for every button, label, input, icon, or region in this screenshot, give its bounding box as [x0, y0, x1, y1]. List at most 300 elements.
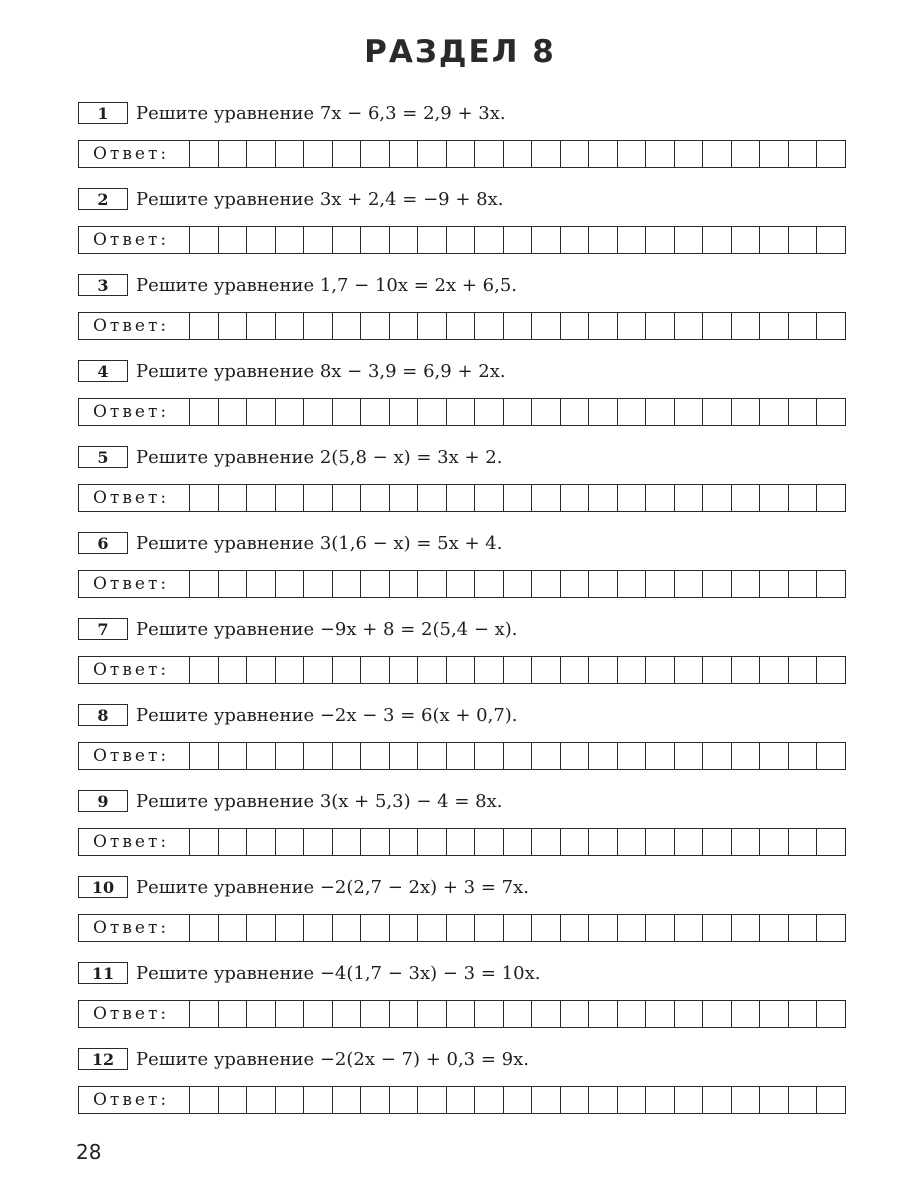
answer-cell[interactable]	[503, 1087, 532, 1113]
answer-cell[interactable]	[702, 915, 731, 941]
answer-cell[interactable]	[816, 141, 845, 167]
answer-cell[interactable]	[588, 313, 617, 339]
answer-cell[interactable]	[246, 829, 275, 855]
answer-cell[interactable]	[275, 657, 304, 683]
answer-cell[interactable]	[417, 1087, 446, 1113]
answer-cell[interactable]	[788, 313, 817, 339]
answer-cell[interactable]	[218, 571, 247, 597]
answer-cell[interactable]	[332, 743, 361, 769]
answer-cell[interactable]	[674, 829, 703, 855]
answer-cells[interactable]	[189, 829, 845, 855]
answer-cell[interactable]	[645, 399, 674, 425]
answer-cell[interactable]	[474, 571, 503, 597]
answer-cell[interactable]	[417, 915, 446, 941]
answer-cell[interactable]	[446, 227, 475, 253]
answer-field[interactable]	[78, 140, 846, 168]
answer-cell[interactable]	[588, 1001, 617, 1027]
answer-cell[interactable]	[731, 227, 760, 253]
answer-cell[interactable]	[645, 141, 674, 167]
answer-cell[interactable]	[674, 743, 703, 769]
answer-cell[interactable]	[303, 313, 332, 339]
answer-cell[interactable]	[560, 915, 589, 941]
answer-cell[interactable]	[275, 1087, 304, 1113]
answer-cell[interactable]	[560, 829, 589, 855]
answer-cell[interactable]	[531, 141, 560, 167]
answer-cell[interactable]	[674, 1087, 703, 1113]
answer-cell[interactable]	[674, 399, 703, 425]
answer-cells[interactable]	[189, 1001, 845, 1027]
answer-cell[interactable]	[816, 657, 845, 683]
answer-cell[interactable]	[759, 1001, 788, 1027]
answer-cell[interactable]	[503, 829, 532, 855]
answer-cell[interactable]	[389, 227, 418, 253]
answer-cell[interactable]	[816, 571, 845, 597]
answer-cell[interactable]	[645, 743, 674, 769]
answer-cells[interactable]	[189, 313, 845, 339]
answer-cell[interactable]	[446, 1087, 475, 1113]
answer-cell[interactable]	[816, 829, 845, 855]
answer-cell[interactable]	[788, 829, 817, 855]
answer-cell[interactable]	[389, 915, 418, 941]
answer-cell[interactable]	[731, 743, 760, 769]
answer-cell[interactable]	[617, 915, 646, 941]
answer-cell[interactable]	[189, 485, 218, 511]
answer-cell[interactable]	[246, 485, 275, 511]
answer-cell[interactable]	[759, 829, 788, 855]
answer-cell[interactable]	[588, 915, 617, 941]
answer-cell[interactable]	[674, 571, 703, 597]
answer-cell[interactable]	[218, 743, 247, 769]
answer-cell[interactable]	[218, 657, 247, 683]
answer-cell[interactable]	[275, 571, 304, 597]
answer-cell[interactable]	[417, 743, 446, 769]
answer-cell[interactable]	[617, 1001, 646, 1027]
answer-cell[interactable]	[189, 141, 218, 167]
answer-cell[interactable]	[275, 227, 304, 253]
answer-cell[interactable]	[474, 485, 503, 511]
answer-field[interactable]	[78, 1086, 846, 1114]
answer-cell[interactable]	[360, 743, 389, 769]
answer-cell[interactable]	[759, 657, 788, 683]
answer-cell[interactable]	[218, 1087, 247, 1113]
answer-cell[interactable]	[218, 141, 247, 167]
answer-cell[interactable]	[702, 657, 731, 683]
answer-cell[interactable]	[588, 485, 617, 511]
answer-cell[interactable]	[788, 915, 817, 941]
answer-cell[interactable]	[303, 485, 332, 511]
answer-cell[interactable]	[788, 399, 817, 425]
answer-cell[interactable]	[702, 829, 731, 855]
answer-cell[interactable]	[218, 829, 247, 855]
answer-cell[interactable]	[446, 485, 475, 511]
answer-cell[interactable]	[360, 915, 389, 941]
answer-cell[interactable]	[189, 571, 218, 597]
answer-cell[interactable]	[503, 915, 532, 941]
answer-cell[interactable]	[417, 657, 446, 683]
answer-cell[interactable]	[503, 485, 532, 511]
answer-field[interactable]	[78, 914, 846, 942]
answer-cell[interactable]	[303, 657, 332, 683]
answer-cell[interactable]	[303, 1087, 332, 1113]
answer-cell[interactable]	[218, 227, 247, 253]
answer-cell[interactable]	[645, 915, 674, 941]
answer-cell[interactable]	[816, 399, 845, 425]
answer-cell[interactable]	[816, 915, 845, 941]
answer-cell[interactable]	[446, 915, 475, 941]
answer-cell[interactable]	[275, 915, 304, 941]
answer-cell[interactable]	[645, 313, 674, 339]
answer-cell[interactable]	[389, 141, 418, 167]
answer-cell[interactable]	[531, 743, 560, 769]
answer-cell[interactable]	[503, 657, 532, 683]
answer-cell[interactable]	[674, 313, 703, 339]
answer-cell[interactable]	[759, 743, 788, 769]
answer-cell[interactable]	[332, 571, 361, 597]
answer-cell[interactable]	[674, 657, 703, 683]
answer-cell[interactable]	[446, 313, 475, 339]
answer-cell[interactable]	[617, 1087, 646, 1113]
answer-cell[interactable]	[417, 141, 446, 167]
answer-cell[interactable]	[788, 743, 817, 769]
answer-cell[interactable]	[474, 829, 503, 855]
answer-cell[interactable]	[816, 313, 845, 339]
answer-cell[interactable]	[246, 915, 275, 941]
answer-cell[interactable]	[275, 313, 304, 339]
answer-cell[interactable]	[332, 1001, 361, 1027]
answer-cell[interactable]	[588, 657, 617, 683]
answer-cell[interactable]	[731, 141, 760, 167]
answer-cell[interactable]	[246, 571, 275, 597]
answer-cell[interactable]	[731, 657, 760, 683]
answer-cell[interactable]	[303, 915, 332, 941]
answer-cells[interactable]	[189, 399, 845, 425]
answer-cell[interactable]	[389, 399, 418, 425]
answer-cell[interactable]	[218, 399, 247, 425]
answer-cell[interactable]	[275, 1001, 304, 1027]
answer-cell[interactable]	[303, 227, 332, 253]
answer-cell[interactable]	[389, 313, 418, 339]
answer-cell[interactable]	[759, 399, 788, 425]
answer-cell[interactable]	[218, 485, 247, 511]
answer-cell[interactable]	[417, 829, 446, 855]
answer-cell[interactable]	[189, 829, 218, 855]
answer-cell[interactable]	[531, 227, 560, 253]
answer-cells[interactable]	[189, 743, 845, 769]
answer-cell[interactable]	[588, 399, 617, 425]
answer-cell[interactable]	[332, 485, 361, 511]
answer-cell[interactable]	[474, 313, 503, 339]
answer-cell[interactable]	[560, 1001, 589, 1027]
answer-cell[interactable]	[446, 141, 475, 167]
answer-cell[interactable]	[759, 141, 788, 167]
answer-cell[interactable]	[246, 399, 275, 425]
answer-cell[interactable]	[360, 485, 389, 511]
answer-cell[interactable]	[275, 141, 304, 167]
answer-cell[interactable]	[474, 743, 503, 769]
answer-cell[interactable]	[531, 571, 560, 597]
answer-cell[interactable]	[332, 399, 361, 425]
answer-cell[interactable]	[417, 1001, 446, 1027]
answer-cell[interactable]	[446, 1001, 475, 1027]
answer-cell[interactable]	[189, 227, 218, 253]
answer-cell[interactable]	[560, 227, 589, 253]
answer-cell[interactable]	[759, 915, 788, 941]
answer-cell[interactable]	[588, 743, 617, 769]
answer-cell[interactable]	[788, 657, 817, 683]
answer-cell[interactable]	[816, 1087, 845, 1113]
answer-cell[interactable]	[788, 227, 817, 253]
answer-cell[interactable]	[560, 657, 589, 683]
answer-cell[interactable]	[617, 313, 646, 339]
answer-cell[interactable]	[788, 141, 817, 167]
answer-cell[interactable]	[246, 657, 275, 683]
answer-cell[interactable]	[560, 313, 589, 339]
answer-cell[interactable]	[303, 829, 332, 855]
answer-cell[interactable]	[731, 915, 760, 941]
answer-cell[interactable]	[816, 227, 845, 253]
answer-cell[interactable]	[332, 657, 361, 683]
answer-cell[interactable]	[389, 571, 418, 597]
answer-cell[interactable]	[446, 657, 475, 683]
answer-cell[interactable]	[617, 227, 646, 253]
answer-cell[interactable]	[702, 399, 731, 425]
answer-cell[interactable]	[474, 399, 503, 425]
answer-cell[interactable]	[332, 1087, 361, 1113]
answer-cell[interactable]	[759, 571, 788, 597]
answer-cell[interactable]	[303, 1001, 332, 1027]
answer-cell[interactable]	[189, 743, 218, 769]
answer-cell[interactable]	[503, 227, 532, 253]
answer-cell[interactable]	[531, 1087, 560, 1113]
answer-field[interactable]	[78, 484, 846, 512]
answer-cell[interactable]	[816, 743, 845, 769]
answer-cell[interactable]	[588, 227, 617, 253]
answer-cell[interactable]	[246, 743, 275, 769]
answer-field[interactable]	[78, 570, 846, 598]
answer-cell[interactable]	[531, 485, 560, 511]
answer-cell[interactable]	[731, 1001, 760, 1027]
answer-cell[interactable]	[389, 485, 418, 511]
answer-cell[interactable]	[531, 399, 560, 425]
answer-cell[interactable]	[446, 743, 475, 769]
answer-cell[interactable]	[332, 829, 361, 855]
answer-cell[interactable]	[702, 743, 731, 769]
answer-cell[interactable]	[674, 141, 703, 167]
answer-cell[interactable]	[588, 571, 617, 597]
answer-cell[interactable]	[645, 1087, 674, 1113]
answer-cell[interactable]	[617, 399, 646, 425]
answer-cell[interactable]	[474, 141, 503, 167]
answer-cell[interactable]	[503, 399, 532, 425]
answer-cell[interactable]	[246, 227, 275, 253]
answer-cells[interactable]	[189, 485, 845, 511]
answer-cell[interactable]	[588, 1087, 617, 1113]
answer-cell[interactable]	[389, 1087, 418, 1113]
answer-cells[interactable]	[189, 227, 845, 253]
answer-cell[interactable]	[788, 1087, 817, 1113]
answer-cell[interactable]	[218, 915, 247, 941]
answer-cell[interactable]	[503, 743, 532, 769]
answer-cell[interactable]	[702, 141, 731, 167]
answer-cell[interactable]	[702, 485, 731, 511]
answer-cell[interactable]	[588, 141, 617, 167]
answer-cell[interactable]	[702, 571, 731, 597]
answer-cell[interactable]	[617, 829, 646, 855]
answer-cell[interactable]	[189, 399, 218, 425]
answer-field[interactable]	[78, 1000, 846, 1028]
answer-cell[interactable]	[446, 829, 475, 855]
answer-cell[interactable]	[788, 1001, 817, 1027]
answer-cell[interactable]	[560, 571, 589, 597]
answer-cell[interactable]	[788, 485, 817, 511]
answer-field[interactable]	[78, 828, 846, 856]
answer-cell[interactable]	[645, 657, 674, 683]
answer-cell[interactable]	[275, 485, 304, 511]
answer-cell[interactable]	[731, 313, 760, 339]
answer-cell[interactable]	[645, 1001, 674, 1027]
answer-cell[interactable]	[189, 657, 218, 683]
answer-cells[interactable]	[189, 1087, 845, 1113]
answer-cell[interactable]	[303, 571, 332, 597]
answer-cell[interactable]	[474, 1001, 503, 1027]
answer-cell[interactable]	[645, 571, 674, 597]
answer-cell[interactable]	[617, 571, 646, 597]
answer-cell[interactable]	[360, 313, 389, 339]
answer-cell[interactable]	[531, 313, 560, 339]
answer-cell[interactable]	[674, 485, 703, 511]
answer-cell[interactable]	[645, 485, 674, 511]
answer-cell[interactable]	[389, 1001, 418, 1027]
answer-field[interactable]	[78, 656, 846, 684]
answer-cell[interactable]	[275, 399, 304, 425]
answer-cell[interactable]	[417, 485, 446, 511]
answer-cell[interactable]	[645, 227, 674, 253]
answer-cell[interactable]	[560, 1087, 589, 1113]
answer-cell[interactable]	[674, 1001, 703, 1027]
answer-cell[interactable]	[332, 227, 361, 253]
answer-cell[interactable]	[389, 743, 418, 769]
answer-cell[interactable]	[360, 571, 389, 597]
answer-cell[interactable]	[560, 399, 589, 425]
answer-cell[interactable]	[674, 915, 703, 941]
answer-cell[interactable]	[275, 829, 304, 855]
answer-cell[interactable]	[360, 399, 389, 425]
answer-field[interactable]	[78, 312, 846, 340]
answer-cell[interactable]	[531, 1001, 560, 1027]
answer-cell[interactable]	[731, 829, 760, 855]
answer-cell[interactable]	[389, 657, 418, 683]
answer-cell[interactable]	[189, 915, 218, 941]
answer-cell[interactable]	[617, 485, 646, 511]
answer-cell[interactable]	[759, 227, 788, 253]
answer-cell[interactable]	[816, 1001, 845, 1027]
answer-cell[interactable]	[759, 313, 788, 339]
answer-cell[interactable]	[731, 399, 760, 425]
answer-cell[interactable]	[474, 915, 503, 941]
answer-cell[interactable]	[303, 141, 332, 167]
answer-field[interactable]	[78, 226, 846, 254]
answer-field[interactable]	[78, 398, 846, 426]
answer-cell[interactable]	[674, 227, 703, 253]
answer-cell[interactable]	[218, 313, 247, 339]
answer-cell[interactable]	[503, 571, 532, 597]
answer-cell[interactable]	[617, 141, 646, 167]
answer-cell[interactable]	[218, 1001, 247, 1027]
answer-cell[interactable]	[588, 829, 617, 855]
answer-cell[interactable]	[246, 1001, 275, 1027]
answer-cell[interactable]	[417, 571, 446, 597]
answer-cell[interactable]	[360, 829, 389, 855]
answer-cell[interactable]	[702, 227, 731, 253]
answer-cell[interactable]	[246, 141, 275, 167]
answer-cell[interactable]	[617, 657, 646, 683]
answer-cell[interactable]	[474, 227, 503, 253]
answer-cell[interactable]	[503, 1001, 532, 1027]
answer-cell[interactable]	[759, 485, 788, 511]
answer-cell[interactable]	[788, 571, 817, 597]
answer-cells[interactable]	[189, 141, 845, 167]
answer-cell[interactable]	[531, 829, 560, 855]
answer-cell[interactable]	[702, 1087, 731, 1113]
answer-cell[interactable]	[303, 399, 332, 425]
answer-cell[interactable]	[702, 313, 731, 339]
answer-cell[interactable]	[389, 829, 418, 855]
answer-cell[interactable]	[360, 657, 389, 683]
answer-cell[interactable]	[731, 571, 760, 597]
answer-cell[interactable]	[731, 485, 760, 511]
answer-cell[interactable]	[446, 571, 475, 597]
answer-cell[interactable]	[417, 227, 446, 253]
answer-cell[interactable]	[246, 1087, 275, 1113]
answer-cell[interactable]	[303, 743, 332, 769]
answer-cell[interactable]	[246, 313, 275, 339]
answer-cell[interactable]	[417, 399, 446, 425]
answer-cell[interactable]	[531, 915, 560, 941]
answer-cell[interactable]	[275, 743, 304, 769]
answer-cell[interactable]	[332, 915, 361, 941]
answer-cell[interactable]	[332, 141, 361, 167]
answer-cell[interactable]	[617, 743, 646, 769]
answer-cell[interactable]	[645, 829, 674, 855]
answer-cell[interactable]	[560, 141, 589, 167]
answer-cell[interactable]	[360, 227, 389, 253]
answer-cell[interactable]	[417, 313, 446, 339]
answer-field[interactable]	[78, 742, 846, 770]
answer-cell[interactable]	[560, 485, 589, 511]
answer-cell[interactable]	[360, 1001, 389, 1027]
answer-cell[interactable]	[189, 1001, 218, 1027]
answer-cell[interactable]	[446, 399, 475, 425]
answer-cell[interactable]	[759, 1087, 788, 1113]
answer-cell[interactable]	[503, 141, 532, 167]
answer-cell[interactable]	[531, 657, 560, 683]
answer-cells[interactable]	[189, 915, 845, 941]
answer-cell[interactable]	[731, 1087, 760, 1113]
answer-cell[interactable]	[360, 1087, 389, 1113]
answer-cell[interactable]	[474, 1087, 503, 1113]
answer-cell[interactable]	[332, 313, 361, 339]
answer-cell[interactable]	[360, 141, 389, 167]
answer-cell[interactable]	[702, 1001, 731, 1027]
answer-cell[interactable]	[503, 313, 532, 339]
answer-cells[interactable]	[189, 571, 845, 597]
answer-cell[interactable]	[474, 657, 503, 683]
answer-cell[interactable]	[560, 743, 589, 769]
answer-cells[interactable]	[189, 657, 845, 683]
answer-cell[interactable]	[189, 1087, 218, 1113]
answer-cell[interactable]	[189, 313, 218, 339]
answer-cell[interactable]	[816, 485, 845, 511]
